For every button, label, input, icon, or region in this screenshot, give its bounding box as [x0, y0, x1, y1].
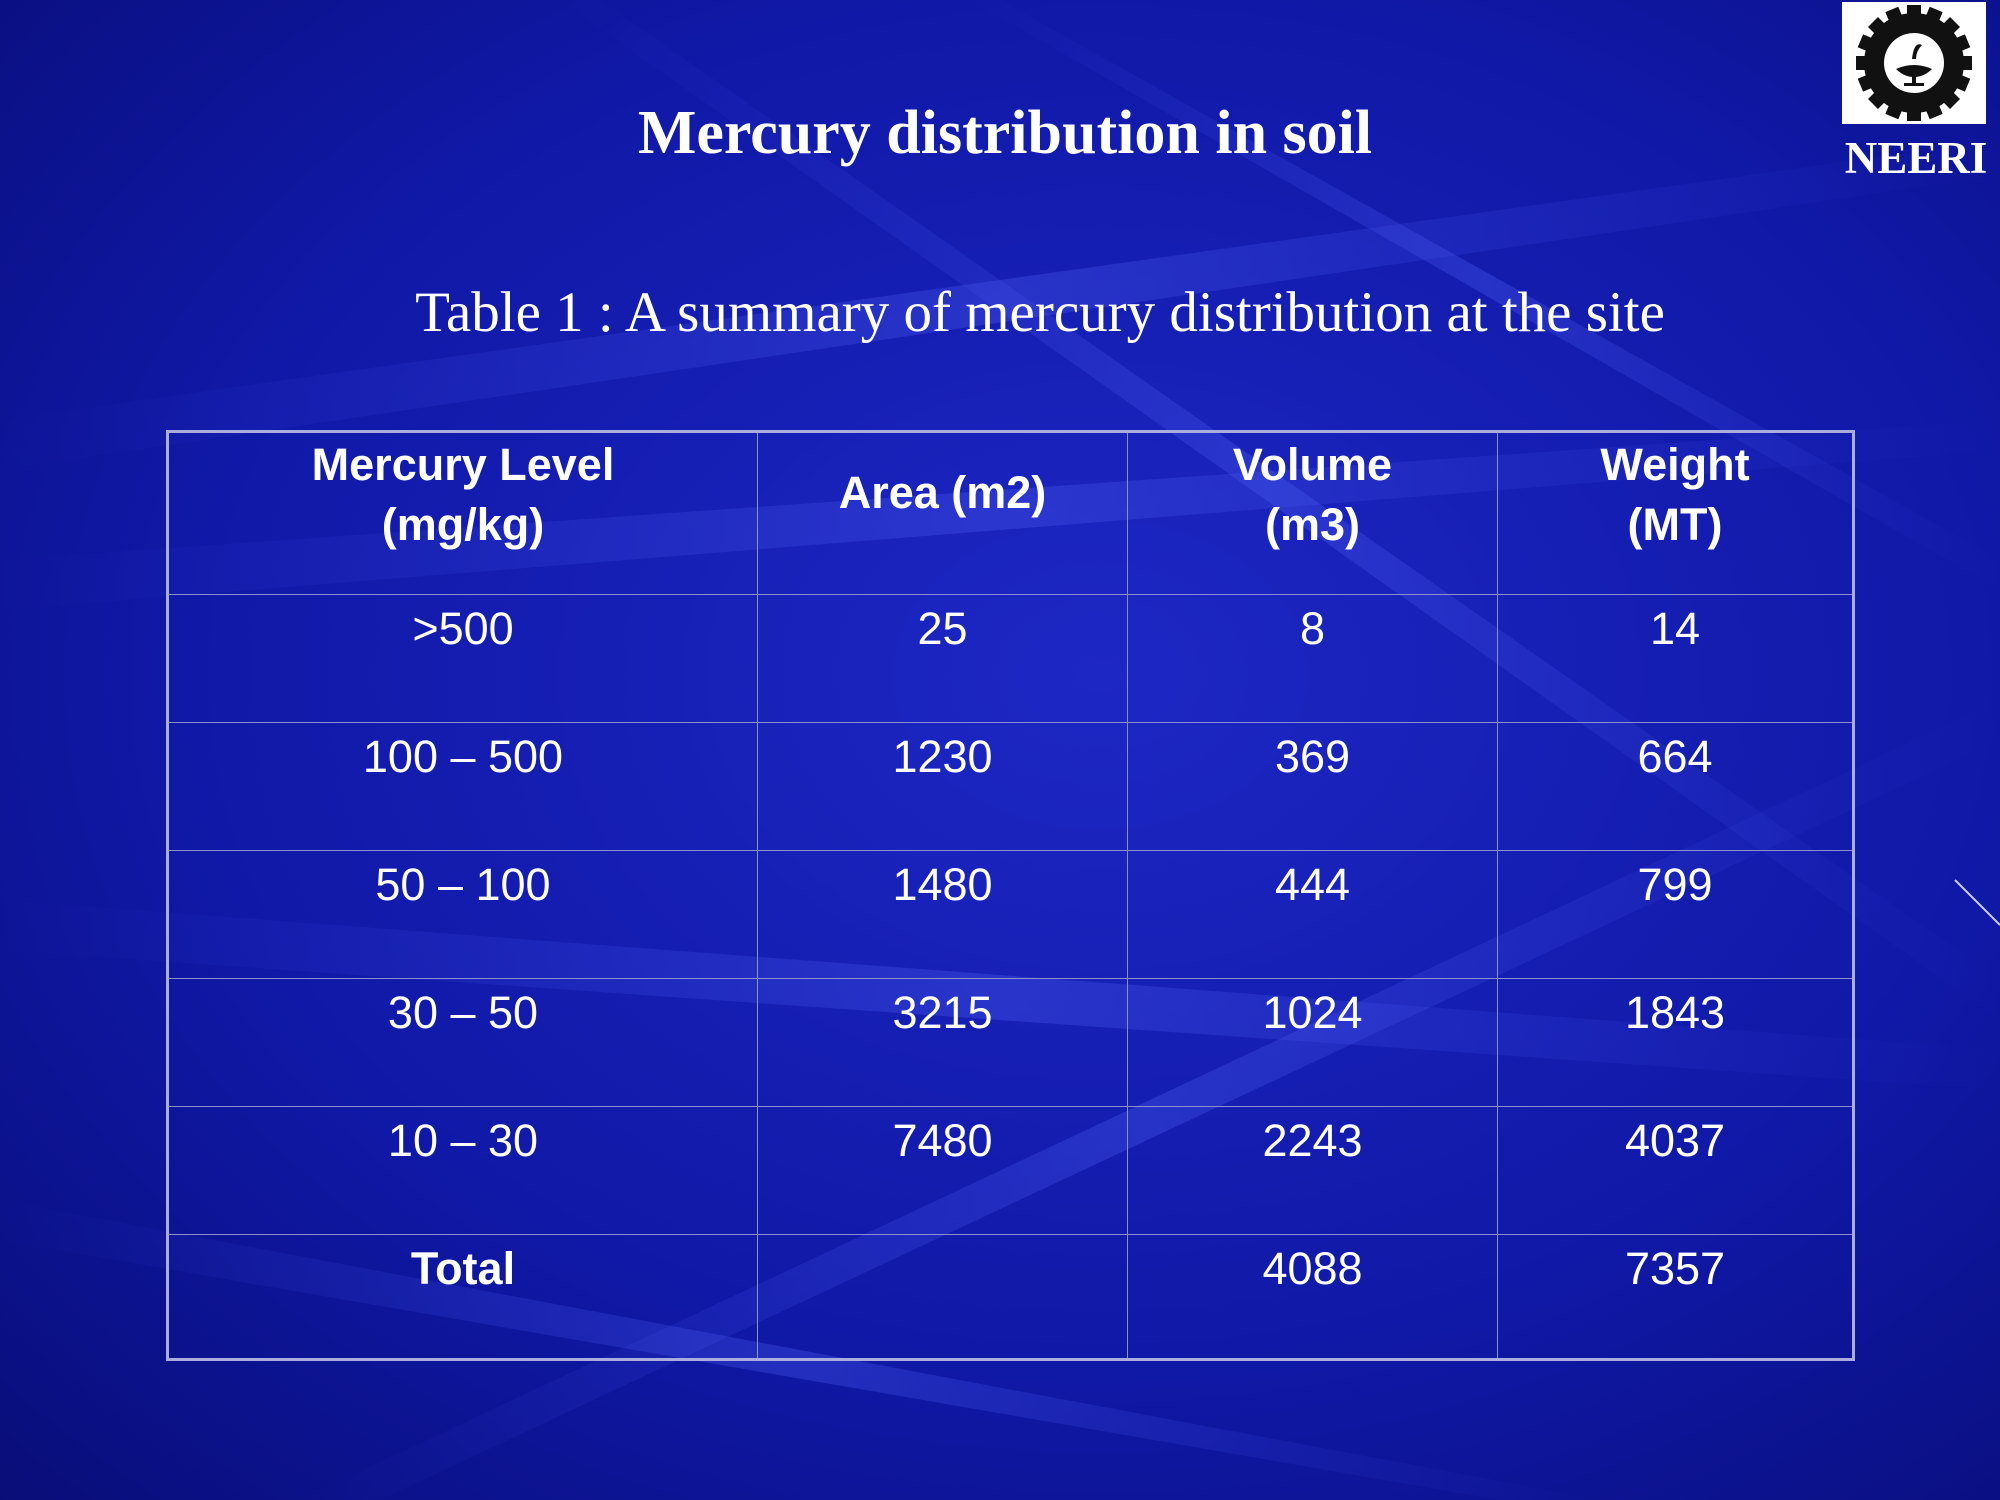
cell-volume: 8: [1128, 595, 1498, 723]
cell-volume: 1024: [1128, 979, 1498, 1107]
slide-title: [0, 98, 2000, 169]
mercury-distribution-table: [166, 430, 1855, 1361]
table-row: [168, 595, 1854, 723]
cell-mercury-level: 10 – 30: [168, 1107, 758, 1235]
cell-weight: 799: [1498, 851, 1854, 979]
cell-mercury-level: 50 – 100: [168, 851, 758, 979]
table-row: [168, 1107, 1854, 1235]
header-weight: [1498, 432, 1854, 595]
table-row: [168, 723, 1854, 851]
cell-volume: 444: [1128, 851, 1498, 979]
total-label: Total: [168, 1235, 758, 1360]
table-total-row: [168, 1235, 1854, 1360]
header-area: [758, 432, 1128, 595]
total-weight: 7357: [1498, 1235, 1854, 1360]
cell-weight: 664: [1498, 723, 1854, 851]
table-caption-text: Table 1 : A summary of mercury distribution at the site: [415, 281, 1665, 344]
total-volume: 4088: [1128, 1235, 1498, 1360]
logo-caption: NEERI: [1844, 133, 1988, 183]
header-volume: [1128, 432, 1498, 595]
csir-gear-emblem-icon: [1842, 2, 1986, 124]
cell-weight: 1843: [1498, 979, 1854, 1107]
table-caption: [0, 280, 2000, 345]
table-header-row: [168, 432, 1854, 595]
header-line: (m3): [1264, 499, 1360, 550]
cell-area: 3215: [758, 979, 1128, 1107]
cell-mercury-level: 100 – 500: [168, 723, 758, 851]
table-row: [168, 851, 1854, 979]
header-line: Weight: [1600, 439, 1750, 490]
header-line: (MT): [1627, 499, 1723, 550]
cell-area: 1230: [758, 723, 1128, 851]
cell-mercury-level: >500: [168, 595, 758, 723]
cell-volume: 2243: [1128, 1107, 1498, 1235]
header-line: Volume: [1232, 439, 1393, 490]
table-row: [168, 979, 1854, 1107]
cell-area: 25: [758, 595, 1128, 723]
slide-title-text: Mercury distribution in soil: [637, 99, 1373, 167]
header-mercury-level: [168, 432, 758, 595]
header-line: Mercury Level: [311, 439, 615, 490]
cell-mercury-level: 30 – 50: [168, 979, 758, 1107]
cell-volume: 369: [1128, 723, 1498, 851]
neeri-logo: [1842, 2, 1986, 124]
header-line: (mg/kg): [381, 499, 545, 550]
cell-weight: 4037: [1498, 1107, 1854, 1235]
total-area: [758, 1235, 1128, 1360]
cell-weight: 14: [1498, 595, 1854, 723]
header-line: Area (m2): [838, 467, 1047, 518]
cell-area: 7480: [758, 1107, 1128, 1235]
cell-area: 1480: [758, 851, 1128, 979]
